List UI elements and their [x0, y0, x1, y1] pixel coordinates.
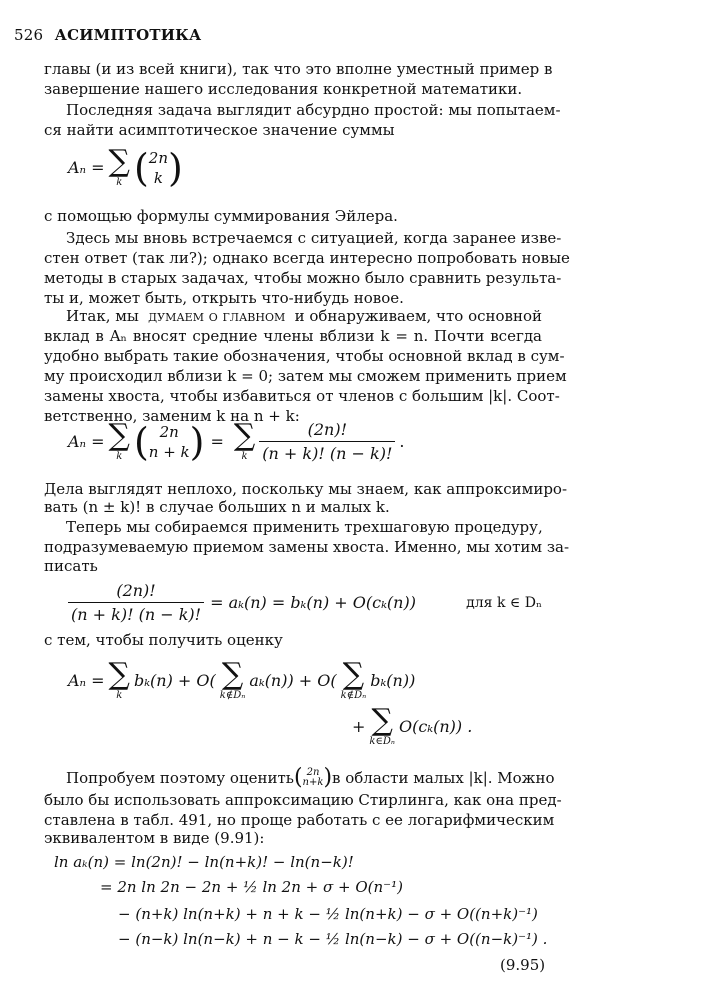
text-line: с помощью формулы суммирования Эйлера. — [44, 207, 398, 225]
inline-binom-top: 2n — [306, 767, 320, 778]
text-line: завершение нашего исследования конкретной математики. — [44, 80, 523, 98]
sum-index: k — [116, 177, 123, 188]
text-line: ветственно, заменим k на n + k: — [44, 407, 300, 425]
log-equation-line: − (n−k) ln(n−k) + n − k − ½ ln(n−k) − σ + O((n−k)⁻¹) . — [118, 930, 548, 948]
text-line: эквивалентом в виде (9.91): — [44, 829, 265, 847]
sum-index: k — [241, 451, 248, 462]
sum-symbol: ∑ — [108, 657, 130, 692]
text-line: методы в старых задачах, чтобы можно было сравнить результа- — [44, 269, 562, 287]
eq4-term: aₖ(n)) + O( — [249, 671, 337, 690]
fraction-numerator: (2n)! — [307, 420, 348, 439]
sum-symbol: ∑ — [233, 418, 256, 453]
inline-binom-bottom: n+k — [302, 777, 324, 788]
sum-index: k∉Dₙ — [219, 690, 246, 701]
equation-period: . — [399, 432, 405, 451]
binom-bottom: k — [153, 168, 163, 187]
text-line: Дела выглядят неплохо, поскольку мы знаем, как аппроксимиро- — [44, 480, 568, 498]
sum-symbol: ∑ — [371, 703, 393, 738]
text-line: Последняя задача выглядит абсурдно простой: мы попытаем- — [66, 101, 561, 119]
sum-symbol: ∑ — [108, 418, 130, 453]
text-segment: и обнаруживаем, что основной — [294, 307, 542, 325]
text-line: с тем, чтобы получить оценку — [44, 631, 283, 649]
text-segment: Итак, мы — [66, 307, 139, 325]
plus-sign: + — [352, 717, 366, 736]
equation-decomposition — [68, 581, 542, 624]
text-segment: в области малых |k|. Можно — [332, 769, 555, 787]
text-line: удобно выбрать такие обозначения, чтобы основной вклад в сум- — [44, 347, 565, 365]
text-line: му происходил вблизи k = 0; затем мы сможем применить прием — [44, 367, 567, 385]
sum-symbol: ∑ — [342, 657, 365, 692]
eq3-condition: для k ∈ Dₙ — [466, 594, 542, 611]
log-equation-line: ln aₖ(n) = ln(2n)! − ln(n+k)! − ln(n−k)! — [54, 853, 354, 871]
text-line — [66, 306, 542, 326]
equals-sign: = — [210, 432, 224, 451]
eq3-rhs: = aₖ(n) = bₖ(n) + O(cₖ(n)) — [210, 593, 416, 612]
text-line: Здесь мы вновь встречаемся с ситуацией, когда заранее изве- — [66, 229, 562, 247]
text-line: замены хвоста, чтобы избавиться от членов с большим |k|. Соот- — [44, 387, 560, 405]
text-line: подразумеваемую приемом замены хвоста. Именно, мы хотим за- — [44, 538, 570, 556]
fraction-numerator: (2n)! — [116, 581, 156, 600]
text-line: ты и, может быть, открыть что-нибудь новое. — [44, 289, 404, 307]
emphasis-text: думаем о главном — [148, 307, 286, 325]
eq2-lhs: Aₙ = — [68, 432, 105, 451]
binom-bottom: n + k — [148, 442, 190, 461]
sum-index: k — [116, 690, 123, 701]
eq4-term: bₖ(n)) — [370, 671, 416, 690]
eq1-lhs: Aₙ = — [68, 158, 105, 177]
log-equation-line: − (n+k) ln(n+k) + n + k − ½ ln(n+k) − σ + O((n+k)⁻¹) — [118, 905, 538, 923]
text-line: главы (и из всей книги), так что это вполне уместный пример в — [44, 60, 553, 78]
text-line: писать — [44, 557, 98, 575]
text-line: стен ответ (так ли?); однако всегда интересно попробовать новые — [44, 249, 570, 267]
fraction-denominator: (n + k)! (n − k)! — [259, 441, 395, 463]
equation-estimate — [68, 657, 416, 701]
eq4-term: bₖ(n) + O( — [133, 671, 216, 690]
text-line: вать (n ± k)! в случае больших n и малых k. — [44, 498, 390, 516]
sum-symbol: ∑ — [221, 657, 244, 692]
text-line: Теперь мы собираемся применить трехшаговую процедуру, — [66, 518, 543, 536]
chapter-title: АСИМПТОТИКА — [54, 26, 202, 44]
binom-top: 2n — [148, 148, 168, 167]
sum-index: k — [116, 451, 123, 462]
sum-symbol: ∑ — [108, 144, 130, 179]
text-line: ставлена в табл. 491, но проще работать с ее логарифмическим — [44, 811, 555, 829]
eq4-term: O(cₖ(n)) . — [398, 717, 473, 736]
page-header — [14, 26, 201, 44]
equation-estimate-continued — [352, 703, 473, 747]
equation-an-sum: Aₙ = ∑ k ( 2n k ) — [68, 144, 183, 190]
text-line: ся найти асимптотическое значение суммы — [44, 121, 395, 139]
equation-substituted: Aₙ = ∑ k ( 2n n + k ) = ∑ k $\frac{(2n)!}{(n + k)! (n - k)!}$ . — [68, 418, 405, 464]
log-equation-line: = 2n ln 2n − 2n + ½ ln 2n + σ + O(n⁻¹) — [100, 878, 403, 896]
text-line: было бы использовать аппроксимацию Стирлинга, как она пред- — [44, 791, 562, 809]
sum-index: k∈Dₙ — [369, 736, 395, 747]
sum-index: k∉Dₙ — [340, 690, 367, 701]
text-line: Попробуем поэтому оценить ( 2n n+k ) в области малых |k|. Можно — [66, 765, 555, 790]
binom-top: 2n — [159, 422, 179, 441]
text-line: вклад в Aₙ вносят средние члены вблизи k = n. Почти всегда — [44, 327, 542, 345]
eq4-lhs: Aₙ = — [68, 671, 105, 690]
equation-number: (9.95) — [500, 956, 546, 974]
fraction-denominator: (n + k)! (n − k)! — [68, 602, 204, 624]
page-number: 526 — [14, 26, 44, 44]
text-segment: Попробуем поэтому оценить — [66, 769, 294, 787]
